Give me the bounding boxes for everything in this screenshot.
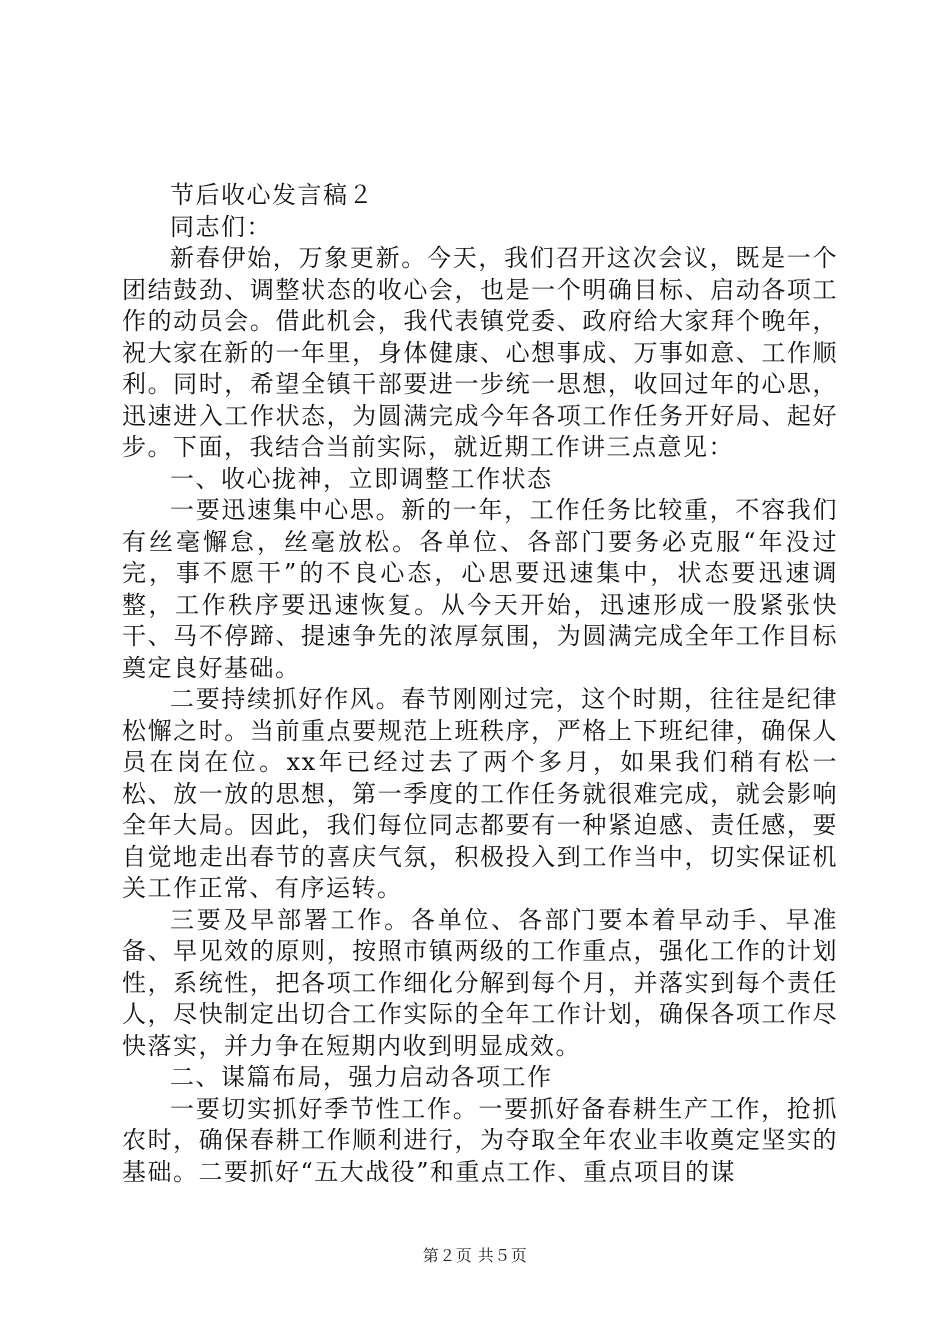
greeting: 同志们： bbox=[170, 212, 272, 241]
section-heading-1: 一、收心拢神，立即调整工作状态 bbox=[170, 464, 553, 493]
page-number-footer: 第２页 共５页 bbox=[422, 1246, 528, 1265]
paragraph-intro: 新春伊始，万象更新。今天，我们召开这次会议，既是一个团结鼓劲、调整状态的收心会，也是一个明确目标、启动各项工作的动员会。借此机会，我代表镇党委、政府给大家拜个晚年，祝大家在新的一年里，身体健康、心想事成、万事如意、工作顺利。同时，希望全镇干部要进一步统一思想，收回过年的心思，迅速进入工作状态，为圆满完成今年各项工作任务开好局、起好步。下面，我结合当前实际，就近期工作讲三点意见： bbox=[122, 244, 838, 461]
document-body bbox=[122, 180, 838, 1188]
paragraph: 二要持续抓好作风。春节刚刚过完，这个时期，往往是纪律松懈之时。当前重点要规范上班秩序，严格上下班纪律，确保人员在岗在位。xx年已经过去了两个多月，如果我们稍有松一松、放一放的思想，第一季度的工作任务就很难完成，就会影响全年大局。因此，我们每位同志都要有一种紧迫感、责任感，要自觉地走出春节的喜庆气氛，积极投入到工作当中，切实保证机关工作正常、有序运转。 bbox=[122, 685, 838, 902]
paragraph: 一要迅速集中心思。新的一年，工作任务比较重，不容我们有丝毫懈怠，丝毫放松。各单位、各部门要务必克服“年没过完，事不愿干”的不良心态，心思要迅速集中，状态要迅速调整，工作秩序要迅速恢复。从今天开始，迅速形成一股紧张快干、马不停蹄、提速争先的浓厚氛围，为圆满完成全年工作目标奠定良好基础。 bbox=[122, 496, 838, 682]
section-heading-2: 二、谋篇布局，强力启动各项工作 bbox=[170, 1063, 553, 1091]
document-title: 节后收心发言稿２ bbox=[170, 181, 374, 209]
paragraph: 三要及早部署工作。各单位、各部门要本着早动手、早准备、早见效的原则，按照市镇两级的工作重点，强化工作的计划性，系统性，把各项工作细化分解到每个月，并落实到每个责任人，尽快制定出切合工作实际的全年工作计划，确保各项工作尽快落实，并力争在短期内收到明显成效。 bbox=[122, 905, 838, 1060]
paragraph: 一要切实抓好季节性工作。一要抓好备春耕生产工作，抢抓农时，确保春耕工作顺利进行，为夺取全年农业丰收奠定坚实的基础。二要抓好“五大战役”和重点工作、重点项目的谋 bbox=[122, 1094, 838, 1186]
